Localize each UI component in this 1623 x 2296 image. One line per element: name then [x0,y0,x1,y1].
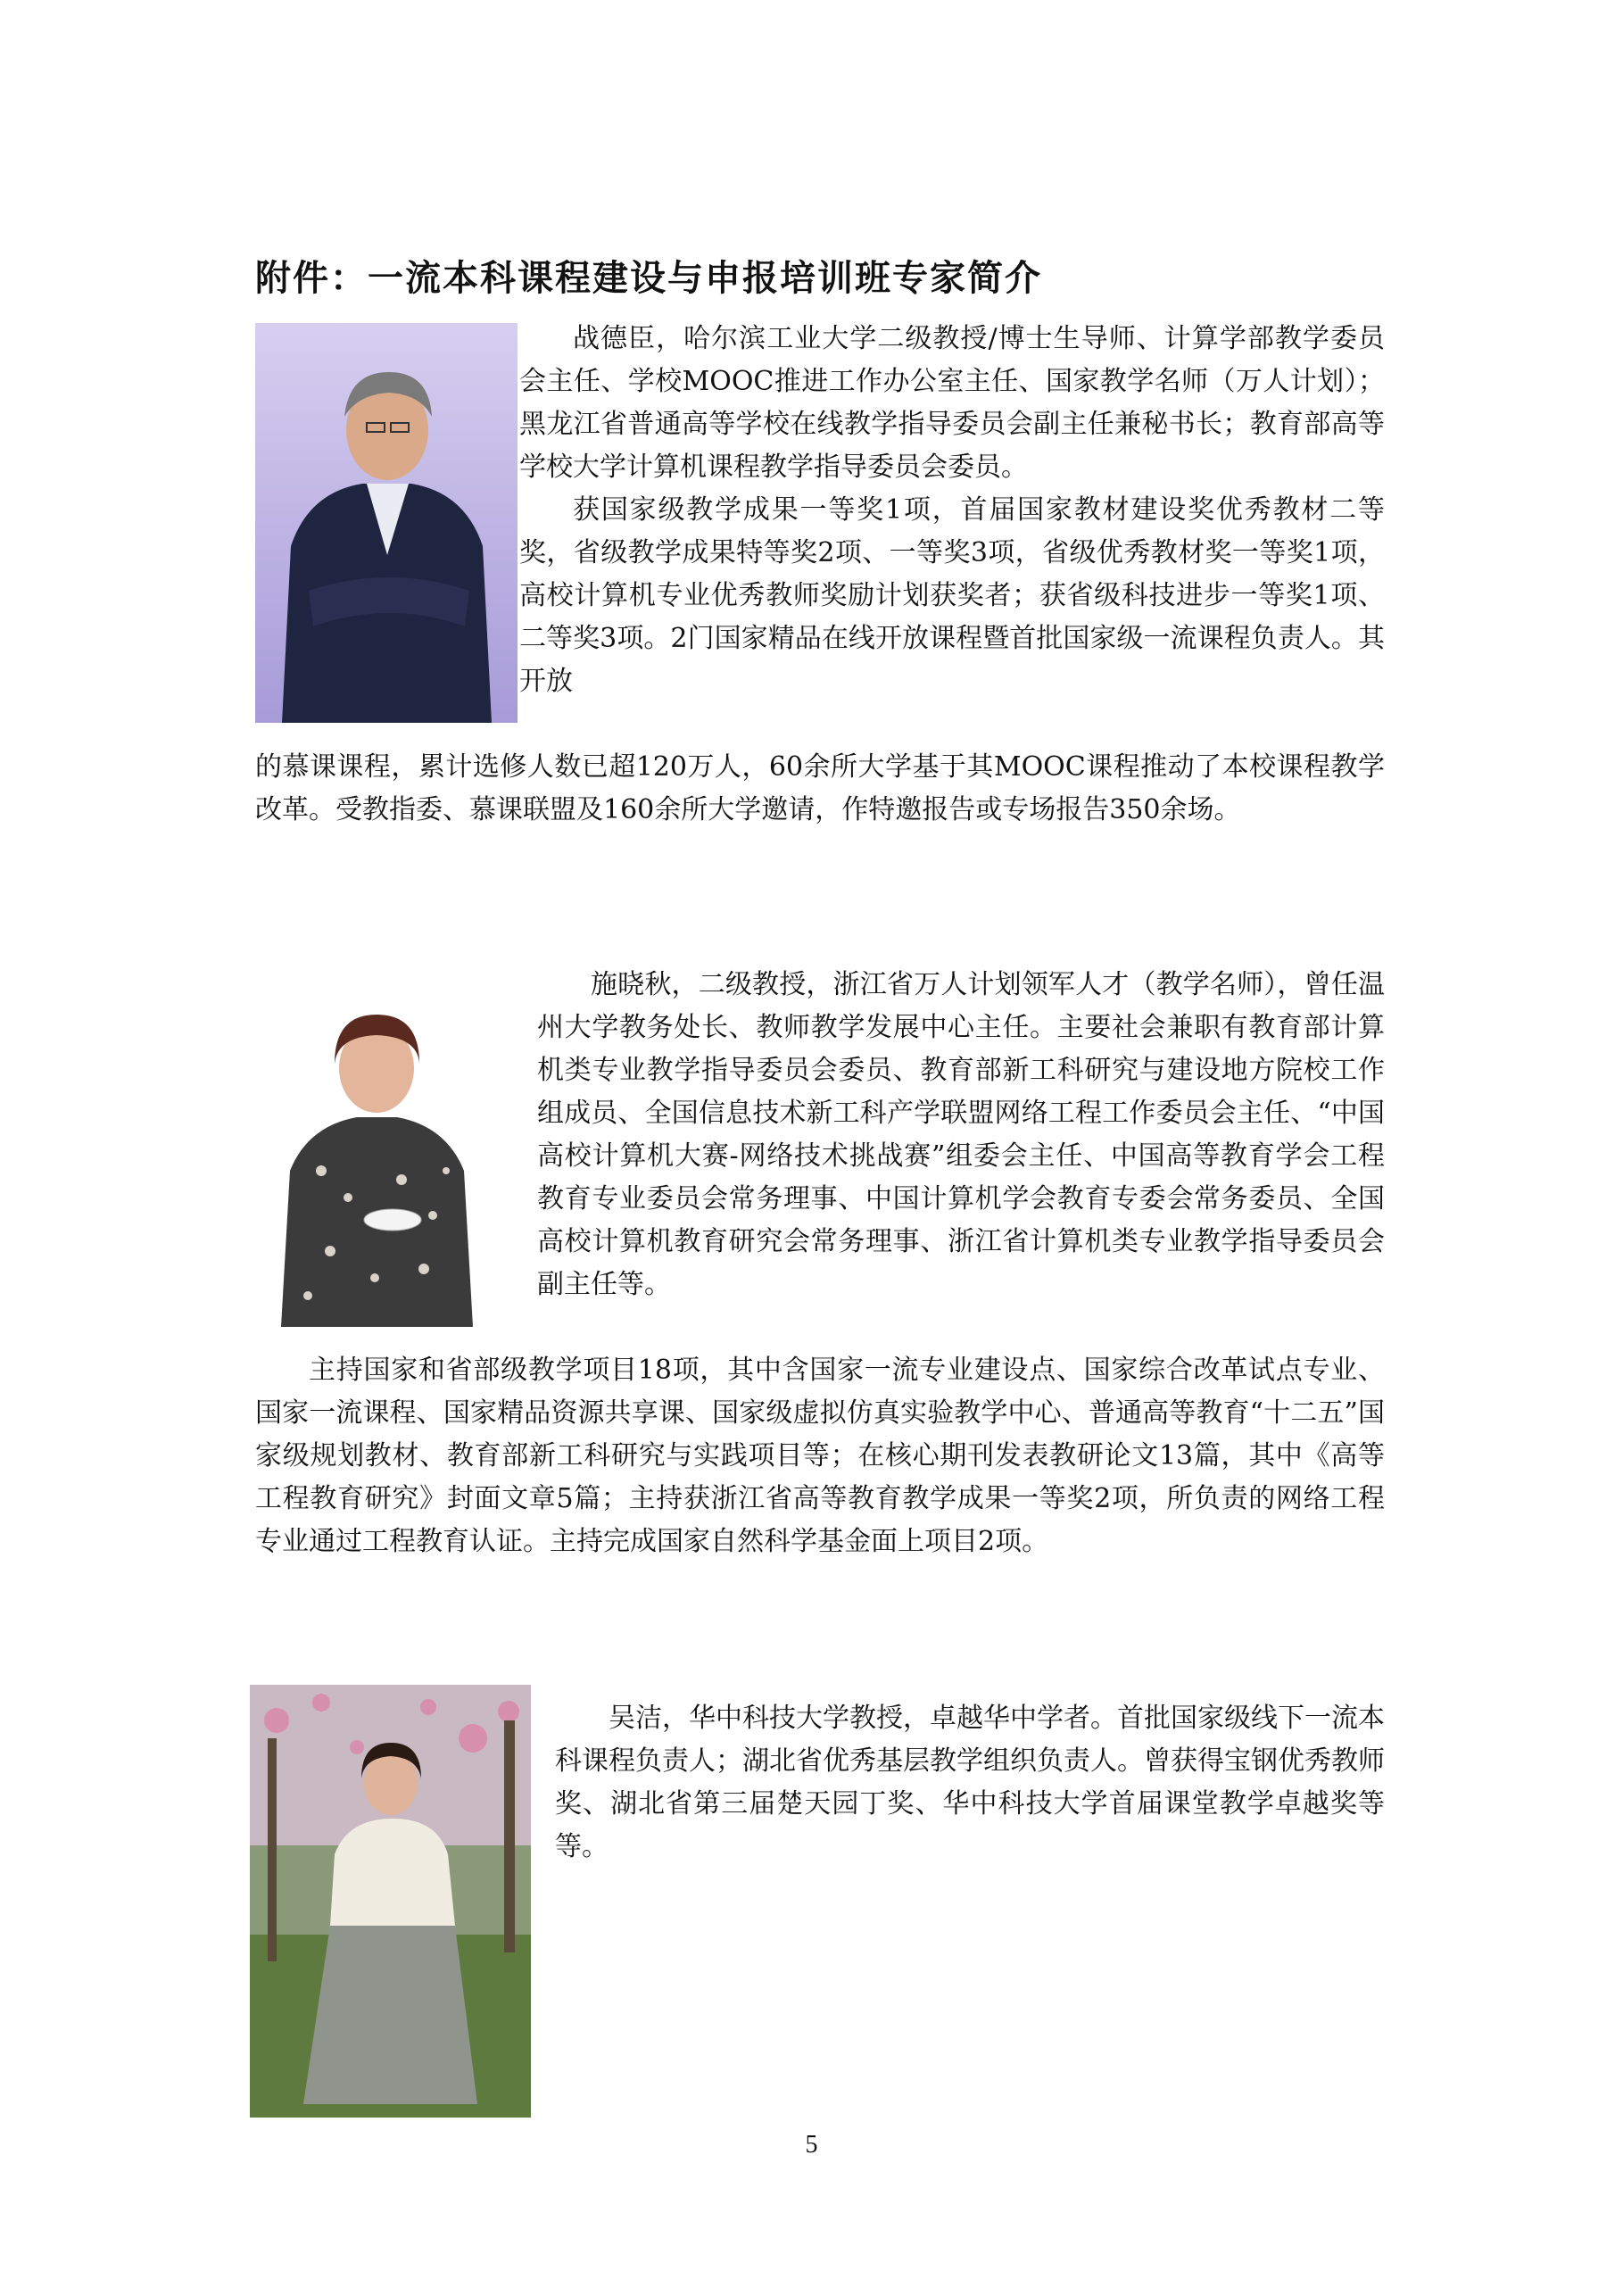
expert-bio-shi-intro [537,964,1385,1306]
bio-paragraph: 战德臣，哈尔滨工业大学二级教授/博士生导师、计算学部教学委员会主任、学校MOOC推进工作办公室主任、国家教学名师（万人计划）；黑龙江省普通高等学校在线教学指导委员会副主任兼秘书长；教育部高等学校大学计算机课程教学指导委员会委员。 [519,323,1385,483]
bio-paragraph: 施晓秋，二级教授，浙江省万人计划领军人才（教学名师），曾任温州大学教务处长、教师教学发展中心主任。主要社会兼职有教育部计算机类专业教学指导委员会委员、教育部新工科研究与建设地方院校工作组成员、全国信息技术新工科产学联盟网络工程工作委员会主任、“中国高校计算机大赛-网络技术挑战赛”组委会主任、中国高等教育学会工程教育专业委员会常务理事、中国计算机学会教育专委会常务委员、全国高校计算机教育研究会常务理事、浙江省计算机类专业教学指导委员会副主任等。 [537,969,1385,1300]
expert-photo-wu [250,1685,531,2118]
bio-paragraph: 主持国家和省部级教学项目18项，其中含国家一流专业建设点、国家综合改革试点专业、国家一流课程、国家精品资源共享课、国家级虚拟仿真实验教学中心、普通高等教育“十二五”国家级规划教材、教育部新工科研究与实践项目等；在核心期刊发表教研论文13篇，其中《高等工程教育研究》封面文章5篇；主持获浙江省高等教育教学成果一等奖2项，所负责的网络工程专业通过工程教育认证。主持完成国家自然科学基金面上项目2项。 [255,1355,1385,1557]
expert-bio-wu [555,1697,1385,1869]
expert-bio-zhan-intro [519,318,1385,703]
document-heading: 附件：一流本科课程建设与申报培训班专家简介 [255,258,1042,299]
page-number: 5 [805,2131,818,2159]
expert-bio-shi-continued [255,1349,1385,1563]
expert-photo-shi [268,992,486,1327]
expert-bio-zhan-continued [255,746,1385,832]
expert-photo-zhan [255,323,518,723]
bio-paragraph: 获国家级教学成果一等奖1项，首届国家教材建设奖优秀教材二等奖，省级教学成果特等奖2项、一等奖3项，省级优秀教材奖一等奖1项，高校计算机专业优秀教师奖励计划获奖者；获省级科技进步一等奖1项、二等奖3项。2门国家精品在线开放课程暨首批国家级一流课程负责人。其开放 [519,494,1385,697]
bio-paragraph: 吴洁，华中科技大学教授，卓越华中学者。首批国家级线下一流本科课程负责人；湖北省优秀基层教学组织负责人。曾获得宝钢优秀教师奖、湖北省第三届楚天园丁奖、华中科技大学首届课堂教学卓越奖等等。 [555,1703,1385,1862]
bio-paragraph: 的慕课课程，累计选修人数已超120万人，60余所大学基于其MOOC课程推动了本校课程教学改革。受教指委、慕课联盟及160余所大学邀请，作特邀报告或专场报告350余场。 [255,751,1385,825]
